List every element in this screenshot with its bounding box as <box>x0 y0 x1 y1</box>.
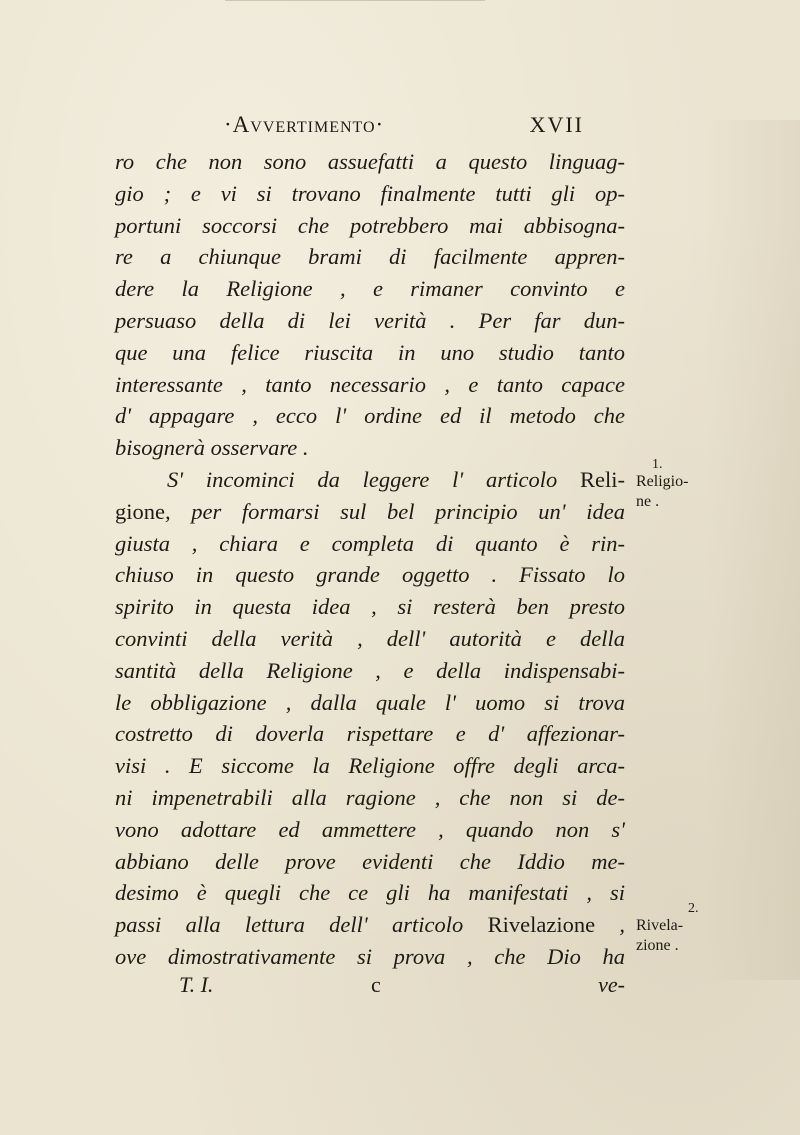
text-line: passi alla lettura dell' articolo Rivelazione , <box>115 912 626 938</box>
text-line: spirito in questa idea , si resterà ben presto <box>115 594 625 620</box>
page-shadow <box>705 120 800 980</box>
text-line: ove dimostrativamente si prova , che Dio ha <box>115 943 625 969</box>
text-line: dere la Religione , e rimaner convinto e <box>115 276 625 302</box>
text-line: santità della Religione , e della indispensabi- <box>115 657 625 683</box>
page-number: XVII <box>529 112 584 137</box>
margin-note-line: ne . <box>636 493 660 510</box>
text-line: costretto di doverla rispettare e d' affezionar- <box>115 721 625 747</box>
running-title: ·Avvertimento· <box>224 112 385 137</box>
text-line: visi . E siccome la Religione offre degli arca- <box>115 753 625 779</box>
text-line: giusta , chiara e completa di quanto è rin- <box>115 530 625 556</box>
text-line: desimo è quegli che ce gli ha manifestati , si <box>115 880 625 906</box>
body-text <box>115 146 625 973</box>
article-reference: Reli- <box>580 466 625 492</box>
text-line: chiuso in questo grande oggetto . Fissato lo <box>115 562 625 588</box>
text-line: ni impenetrabili alla ragione , che non si de- <box>115 784 625 810</box>
text-line: d' appagare , ecco l' ordine ed il metodo che <box>115 403 625 429</box>
catchword: ve- <box>598 972 625 997</box>
text-line: le obbligazione , dalla quale l' uomo si trova <box>115 689 625 715</box>
text-line: vono adottare ed ammettere , quando non s' <box>115 816 625 842</box>
text-line: S' incominci da leggere l' articolo Reli- <box>167 466 625 492</box>
running-head <box>224 110 584 142</box>
text-line: re a chiunque brami di facilmente appren- <box>115 244 625 270</box>
article-reference: gione <box>115 498 165 524</box>
margin-note-line: Rivela- <box>636 917 684 934</box>
top-edge-rule <box>225 0 485 1</box>
text-line: interessante , tanto necessario , e tanto capace <box>115 371 625 397</box>
margin-note-number: 2. <box>688 901 699 916</box>
text-line: gio ; e vi si trovano finalmente tutti gli op- <box>115 180 625 206</box>
tome-mark: T. I. <box>179 972 214 997</box>
margin-note-number: 1. <box>652 457 663 472</box>
page-footer <box>115 972 625 1004</box>
margin-note-line: Religio- <box>636 473 689 490</box>
text-line: persuaso della di lei verità . Per far dun- <box>115 307 625 333</box>
margin-note-religione <box>636 458 688 512</box>
text-line: que una felice riuscita in uno studio tanto <box>115 339 625 365</box>
margin-note-rivelazione <box>636 902 699 956</box>
margin-note-line: zione . <box>636 937 679 954</box>
article-reference: Rivelazione <box>487 912 596 938</box>
signature-mark: c <box>371 972 381 997</box>
text-line: gione, per formarsi sul bel principio un' idea <box>115 498 625 524</box>
text-line: convinti della verità , dell' autorità e della <box>115 625 625 651</box>
text-line: portuni soccorsi che potrebbero mai abbisogna- <box>115 212 625 238</box>
text-line: bisognerà osservare . <box>115 435 309 461</box>
text-line: ro che non sono assuefatti a questo linguag- <box>115 149 625 174</box>
text-line: abbiano delle prove evidenti che Iddio me- <box>115 848 625 874</box>
